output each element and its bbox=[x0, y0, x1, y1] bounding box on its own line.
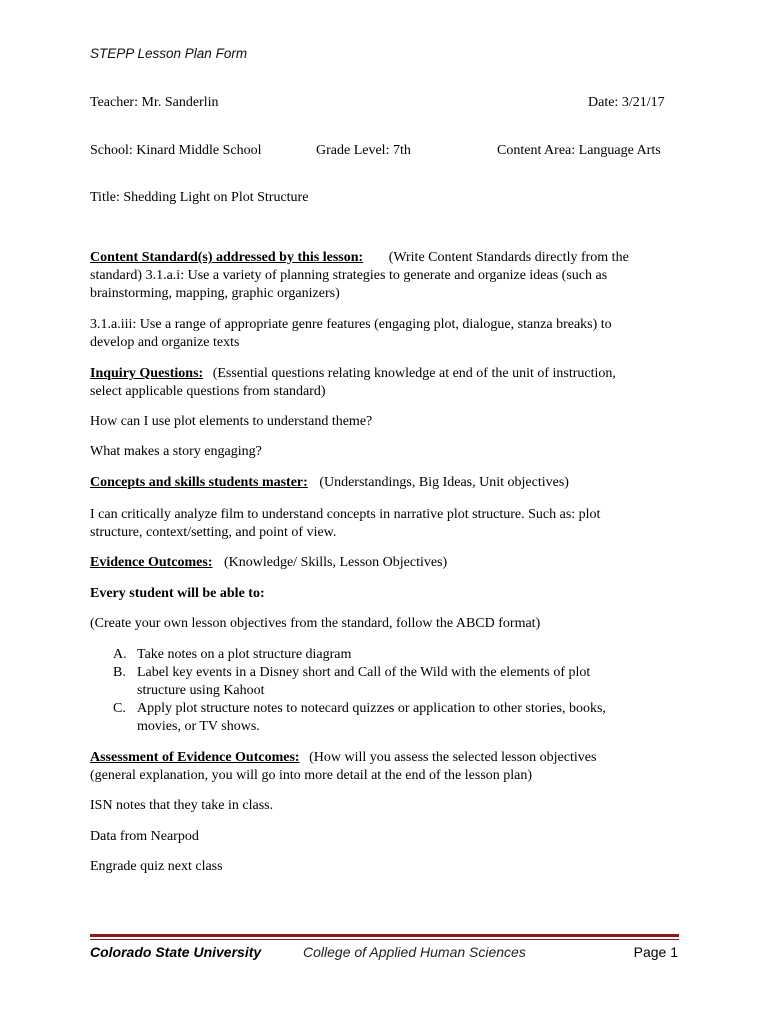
content-standards-line1: Content Standard(s) addressed by this lesson: (Write Content Standards directly from the bbox=[90, 250, 629, 265]
concepts-text-line2: structure, context/setting, and point of view. bbox=[90, 525, 337, 540]
inquiry-question-1: How can I use plot elements to understand theme? bbox=[90, 414, 373, 429]
inquiry-heading: Inquiry Questions: bbox=[90, 366, 204, 381]
list-marker: B. bbox=[113, 665, 126, 680]
list-text: structure using Kahoot bbox=[137, 683, 265, 698]
evidence-line: Evidence Outcomes: (Knowledge/ Skills, Lesson Objectives) bbox=[90, 555, 448, 570]
list-text: Label key events in a Disney short and Call of the Wild with the elements of plot bbox=[137, 665, 591, 680]
grade-level-field: Grade Level: 7th bbox=[316, 143, 411, 158]
list-text: movies, or TV shows. bbox=[137, 719, 260, 734]
list-marker: C. bbox=[113, 701, 126, 716]
assessment-heading: Assessment of Evidence Outcomes: bbox=[90, 750, 300, 765]
footer-rule-thick bbox=[90, 934, 679, 937]
inquiry-line1: Inquiry Questions: (Essential questions relating knowledge at end of the unit of instruction, bbox=[90, 366, 616, 381]
content-standards-line3: brainstorming, mapping, graphic organizers) bbox=[90, 286, 340, 301]
content-standards-p2-line1: 3.1.a.iii: Use a range of appropriate genre features (engaging plot, dialogue, stanza breaks) to bbox=[90, 317, 612, 332]
teacher-field: Teacher: Mr. Sanderlin bbox=[90, 95, 219, 110]
form-title: STEPP Lesson Plan Form bbox=[90, 46, 248, 61]
concepts-text-line1: I can critically analyze film to understand concepts in narrative plot structure. Such as: plot bbox=[90, 507, 601, 522]
concepts-line: Concepts and skills students master: (Understandings, Big Ideas, Unit objectives) bbox=[90, 475, 569, 490]
content-standards-heading: Content Standard(s) addressed by this lesson: bbox=[90, 250, 364, 265]
every-student-label: Every student will be able to: bbox=[90, 586, 265, 601]
evidence-heading: Evidence Outcomes: bbox=[90, 555, 213, 570]
lesson-title: Title: Shedding Light on Plot Structure bbox=[90, 190, 309, 205]
page-footer bbox=[90, 943, 678, 963]
evidence-instruction: (Create your own lesson objectives from the standard, follow the ABCD format) bbox=[90, 616, 541, 631]
inquiry-question-2: What makes a story engaging? bbox=[90, 444, 262, 459]
footer-rule-thin bbox=[90, 939, 679, 940]
content-standards-line2: standard) 3.1.a.i: Use a variety of planning strategies to generate and organize ideas (such as bbox=[90, 268, 608, 283]
footer-university: Colorado State University bbox=[90, 944, 262, 960]
date-field: Date: 3/21/17 bbox=[588, 95, 665, 110]
school-field: School: Kinard Middle School bbox=[90, 143, 262, 158]
inquiry-line2: select applicable questions from standard) bbox=[90, 384, 326, 399]
list-text: Apply plot structure notes to notecard quizzes or application to other stories, books, bbox=[137, 701, 606, 716]
footer-college: College of Applied Human Sciences bbox=[303, 944, 526, 960]
footer-page-number: Page 1 bbox=[633, 944, 678, 960]
content-standards-p2-line2: develop and organize texts bbox=[90, 335, 240, 350]
assessment-line2: (general explanation, you will go into more detail at the end of the lesson plan) bbox=[90, 768, 533, 783]
assessment-item-1: ISN notes that they take in class. bbox=[90, 798, 274, 813]
list-text: Take notes on a plot structure diagram bbox=[137, 647, 352, 662]
list-marker: A. bbox=[113, 647, 127, 662]
assessment-item-3: Engrade quiz next class bbox=[90, 859, 223, 874]
assessment-line1: Assessment of Evidence Outcomes: (How will you assess the selected lesson objectives bbox=[90, 750, 597, 765]
assessment-item-2: Data from Nearpod bbox=[90, 829, 199, 844]
content-area-field: Content Area: Language Arts bbox=[497, 143, 661, 158]
concepts-heading: Concepts and skills students master: bbox=[90, 475, 308, 490]
